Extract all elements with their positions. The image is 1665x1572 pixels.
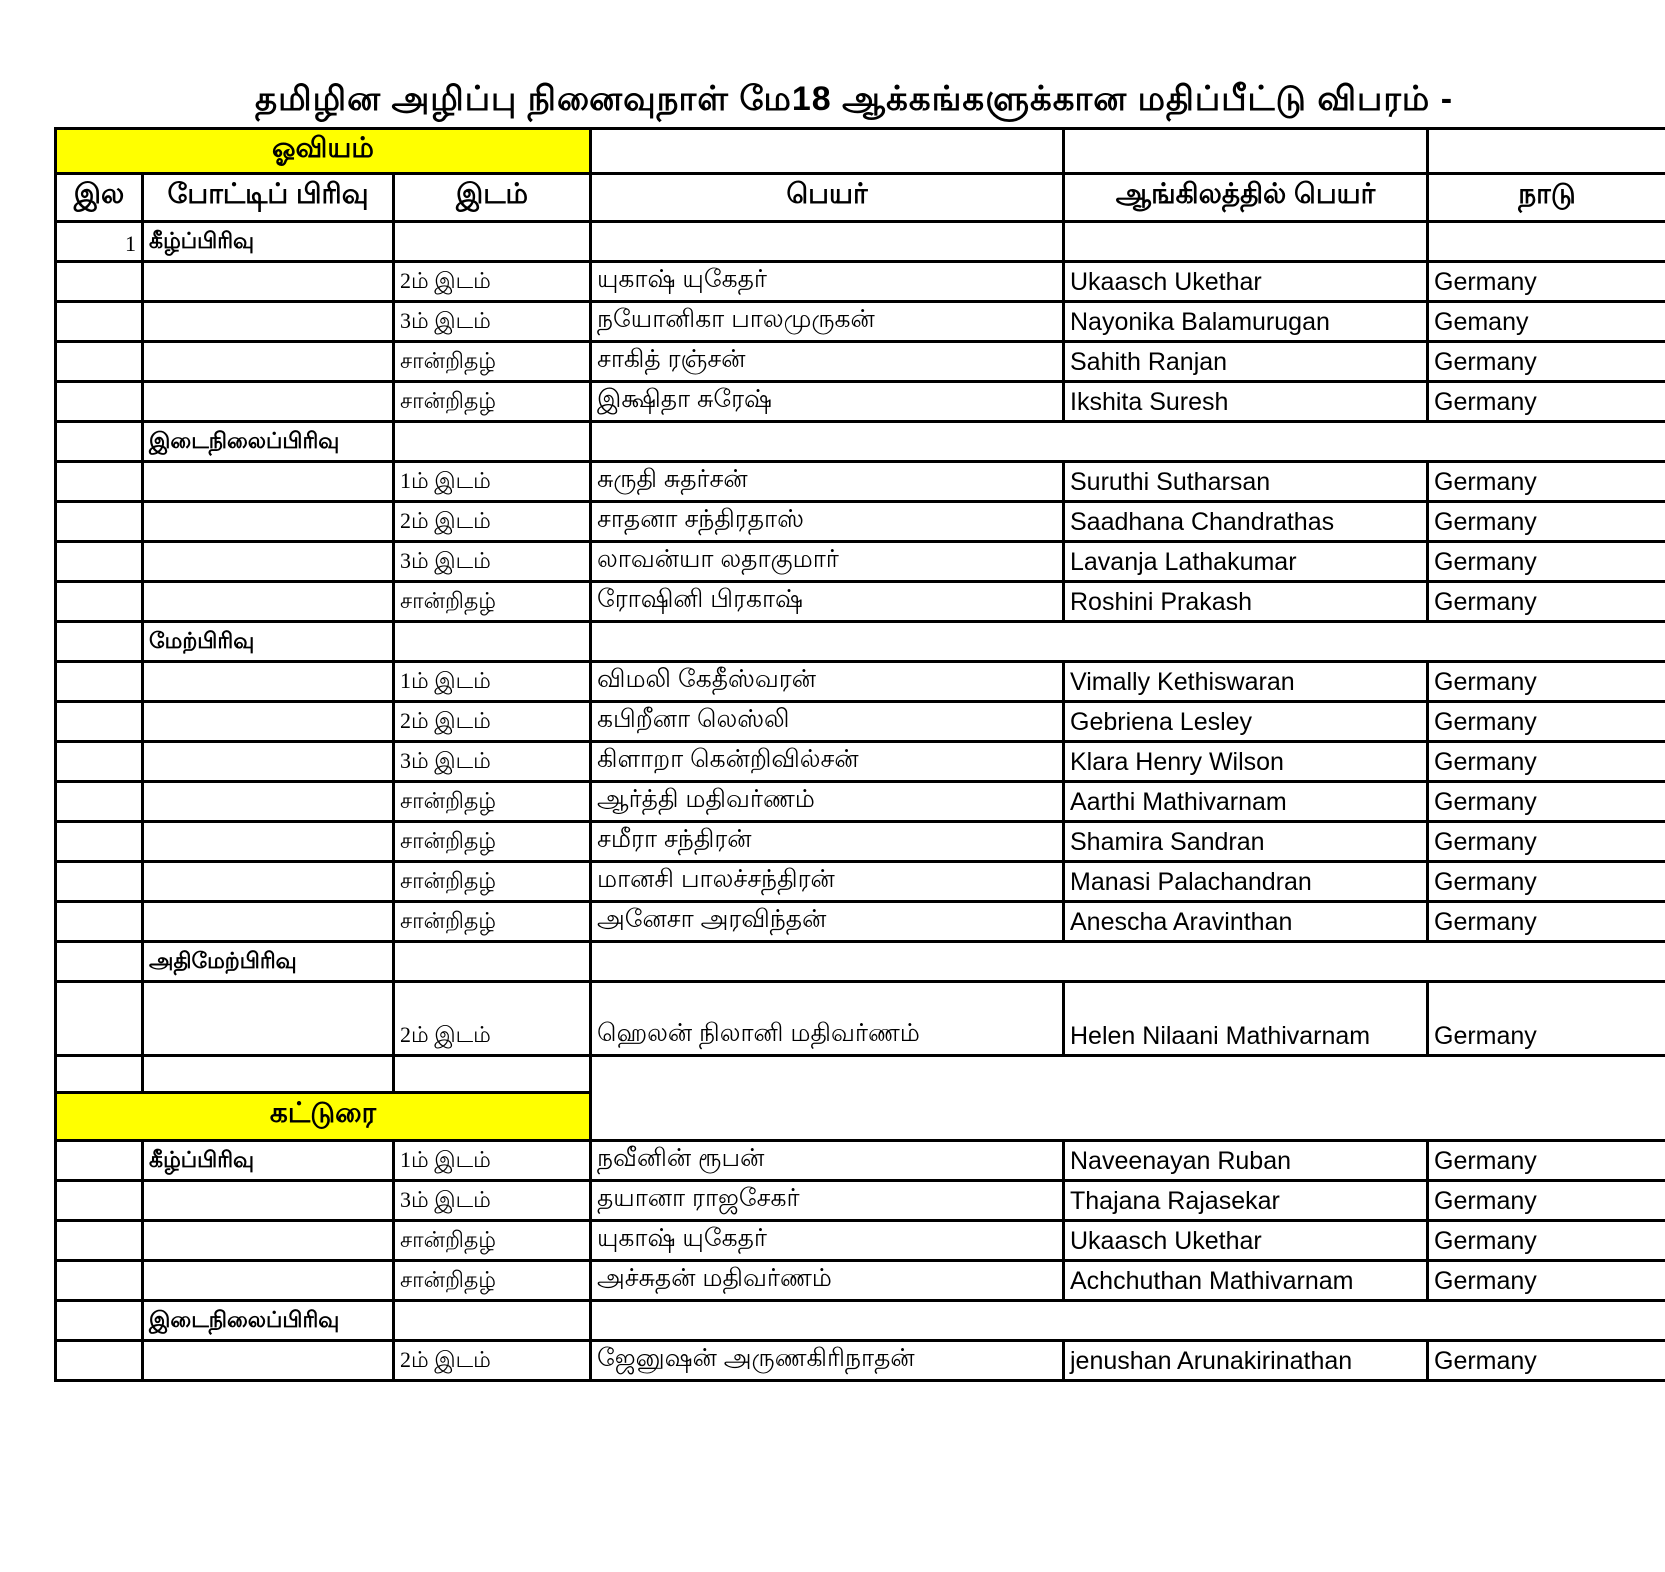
category-label: [144, 703, 395, 743]
row-number: [54, 583, 144, 623]
category-label: [144, 663, 395, 703]
row-number: [54, 903, 144, 943]
place-cell: 3ம் இடம்: [395, 1182, 592, 1222]
category-label: [144, 303, 395, 343]
empty-cell: [592, 943, 1665, 983]
tamil-name-cell: தயானா ராஜசேகர்: [592, 1182, 1065, 1222]
category-label: [144, 1342, 395, 1382]
category-label: [144, 783, 395, 823]
table-row: [54, 823, 1665, 863]
row-number: [54, 1262, 144, 1302]
tamil-name-cell: நவீனின் ரூபன்: [592, 1142, 1065, 1182]
place-cell: 1ம் இடம்: [395, 1142, 592, 1182]
country-cell: Germany: [1429, 343, 1665, 383]
column-header-name: பெயர்: [592, 175, 1065, 223]
table-row: [54, 863, 1665, 903]
empty-cell: [592, 1094, 1665, 1142]
row-number: [54, 983, 144, 1057]
row-number: [54, 383, 144, 423]
table-row: [54, 223, 1665, 263]
table-row: [54, 983, 1665, 1057]
place-cell: சான்றிதழ்: [395, 343, 592, 383]
place-cell: சான்றிதழ்: [395, 783, 592, 823]
category-label: [144, 1262, 395, 1302]
column-header-country: நாடு: [1429, 175, 1665, 223]
table-row: [54, 743, 1665, 783]
category-label: [144, 1182, 395, 1222]
country-cell: Germany: [1429, 703, 1665, 743]
table-row: [54, 1342, 1665, 1382]
place-cell: 3ம் இடம்: [395, 743, 592, 783]
country-cell: Germany: [1429, 1182, 1665, 1222]
category-label: [144, 1222, 395, 1262]
place-cell: 2ம் இடம்: [395, 1342, 592, 1382]
column-header-row: [54, 175, 1665, 223]
empty-cell: [592, 1057, 1665, 1094]
empty-cell: [592, 1302, 1665, 1342]
country-cell: Gemany: [1429, 303, 1665, 343]
category-row: [54, 1302, 1665, 1342]
category-label: [144, 1057, 395, 1094]
tamil-name-cell: சாதனா சந்திரதாஸ்: [592, 503, 1065, 543]
tamil-name-cell: [592, 223, 1065, 263]
row-number: [54, 743, 144, 783]
table-row: [54, 583, 1665, 623]
english-name-cell: Roshini Prakash: [1065, 583, 1429, 623]
empty-cell: [1065, 127, 1429, 175]
row-number: [54, 663, 144, 703]
place-cell: 1ம் இடம்: [395, 663, 592, 703]
place-cell: 1ம் இடம்: [395, 463, 592, 503]
english-name-cell: Naveenayan Ruban: [1065, 1142, 1429, 1182]
row-number: 1: [54, 223, 144, 263]
category-label: [144, 343, 395, 383]
country-cell: Germany: [1429, 743, 1665, 783]
place-cell: [395, 943, 592, 983]
place-cell: [395, 623, 592, 663]
row-number: [54, 463, 144, 503]
section-header-row: [54, 1094, 1665, 1142]
category-label: கீழ்ப்பிரிவு: [144, 1142, 395, 1182]
english-name-cell: Saadhana Chandrathas: [1065, 503, 1429, 543]
country-cell: Germany: [1429, 983, 1665, 1057]
table-row: [54, 1262, 1665, 1302]
category-label: [144, 863, 395, 903]
place-cell: சான்றிதழ்: [395, 383, 592, 423]
english-name-cell: Suruthi Sutharsan: [1065, 463, 1429, 503]
tamil-name-cell: அச்சுதன் மதிவர்ணம்: [592, 1262, 1065, 1302]
tamil-name-cell: நயோனிகா பாலமுருகன்: [592, 303, 1065, 343]
table-row: [54, 1182, 1665, 1222]
english-name-cell: Thajana Rajasekar: [1065, 1182, 1429, 1222]
english-name-cell: Helen Nilaani Mathivarnam: [1065, 983, 1429, 1057]
row-number: [54, 543, 144, 583]
english-name-cell: Nayonika Balamurugan: [1065, 303, 1429, 343]
category-label: [144, 583, 395, 623]
tamil-name-cell: ரோஷினி பிரகாஷ்: [592, 583, 1065, 623]
category-row: [54, 943, 1665, 983]
english-name-cell: Achchuthan Mathivarnam: [1065, 1262, 1429, 1302]
column-header-english: ஆங்கிலத்தில் பெயர்: [1065, 175, 1429, 223]
row-number: [54, 823, 144, 863]
table-row: [54, 1142, 1665, 1182]
table-row: [54, 503, 1665, 543]
category-label: [144, 903, 395, 943]
english-name-cell: Shamira Sandran: [1065, 823, 1429, 863]
row-number: [54, 343, 144, 383]
table-row: [54, 263, 1665, 303]
category-label: [144, 823, 395, 863]
row-number: [54, 1342, 144, 1382]
country-cell: Germany: [1429, 383, 1665, 423]
place-cell: சான்றிதழ்: [395, 823, 592, 863]
country-cell: Germany: [1429, 463, 1665, 503]
row-number: [54, 783, 144, 823]
row-number: [54, 1057, 144, 1094]
table-row: [54, 783, 1665, 823]
country-cell: Germany: [1429, 903, 1665, 943]
table-row: [54, 703, 1665, 743]
english-name-cell: Ukaasch Ukethar: [1065, 263, 1429, 303]
english-name-cell: Anescha Aravinthan: [1065, 903, 1429, 943]
country-cell: Germany: [1429, 543, 1665, 583]
place-cell: [395, 423, 592, 463]
country-cell: Germany: [1429, 263, 1665, 303]
country-cell: Germany: [1429, 1262, 1665, 1302]
tamil-name-cell: கபிறீனா லெஸ்லி: [592, 703, 1065, 743]
tamil-name-cell: இக்ஷிதா சுரேஷ்: [592, 383, 1065, 423]
row-number: [54, 1182, 144, 1222]
section-header-row: [54, 127, 1665, 175]
row-number: [54, 863, 144, 903]
english-name-cell: Klara Henry Wilson: [1065, 743, 1429, 783]
place-cell: [395, 223, 592, 263]
english-name-cell: [1065, 223, 1429, 263]
country-cell: Germany: [1429, 503, 1665, 543]
row-number: [54, 423, 144, 463]
english-name-cell: Gebriena Lesley: [1065, 703, 1429, 743]
place-cell: 2ம் இடம்: [395, 703, 592, 743]
table-row: [54, 903, 1665, 943]
tamil-name-cell: யுகாஷ் யுகேதர்: [592, 1222, 1065, 1262]
place-cell: 3ம் இடம்: [395, 543, 592, 583]
column-header-category: போட்டிப் பிரிவு: [144, 175, 395, 223]
place-cell: சான்றிதழ்: [395, 1262, 592, 1302]
english-name-cell: Vimally Kethiswaran: [1065, 663, 1429, 703]
country-cell: Germany: [1429, 1222, 1665, 1262]
place-cell: சான்றிதழ்: [395, 1222, 592, 1262]
category-label: [144, 503, 395, 543]
place-cell: [395, 1302, 592, 1342]
english-name-cell: Sahith Ranjan: [1065, 343, 1429, 383]
row-number: [54, 1302, 144, 1342]
english-name-cell: Aarthi Mathivarnam: [1065, 783, 1429, 823]
country-cell: Germany: [1429, 583, 1665, 623]
tamil-name-cell: ஹெலன் நிலானி மதிவர்ணம்: [592, 983, 1065, 1057]
tamil-name-cell: ஆர்த்தி மதிவர்ணம்: [592, 783, 1065, 823]
tamil-name-cell: அனேசா அரவிந்தன்: [592, 903, 1065, 943]
section-title: ஓவியம்: [54, 127, 592, 175]
table-row: [54, 343, 1665, 383]
empty-cell: [592, 623, 1665, 663]
empty-cell: [1429, 127, 1665, 175]
tamil-name-cell: விமலி கேதீஸ்வரன்: [592, 663, 1065, 703]
country-cell: Germany: [1429, 783, 1665, 823]
place-cell: 2ம் இடம்: [395, 263, 592, 303]
english-name-cell: Ikshita Suresh: [1065, 383, 1429, 423]
tamil-name-cell: கிளாறா கென்றிவில்சன்: [592, 743, 1065, 783]
table-row: [54, 543, 1665, 583]
table-row: [54, 383, 1665, 423]
category-label: மேற்பிரிவு: [144, 623, 395, 663]
column-header-place: இடம்: [395, 175, 592, 223]
english-name-cell: Manasi Palachandran: [1065, 863, 1429, 903]
english-name-cell: Ukaasch Ukethar: [1065, 1222, 1429, 1262]
category-label: [144, 983, 395, 1057]
place-cell: 2ம் இடம்: [395, 983, 592, 1057]
country-cell: Germany: [1429, 863, 1665, 903]
place-cell: சான்றிதழ்: [395, 863, 592, 903]
country-cell: Germany: [1429, 663, 1665, 703]
country-cell: Germany: [1429, 1342, 1665, 1382]
row-number: [54, 1142, 144, 1182]
place-cell: 2ம் இடம்: [395, 503, 592, 543]
document-title: தமிழின அழிப்பு நினைவுநாள் மே18 ஆக்கங்களுக்கான மதிப்பீட்டு விபரம் -: [255, 80, 1454, 118]
category-label: [144, 743, 395, 783]
tamil-name-cell: சமீரா சந்திரன்: [592, 823, 1065, 863]
tamil-name-cell: ஜேனுஷன் அருணகிரிநாதன்: [592, 1342, 1065, 1382]
category-label: அதிமேற்பிரிவு: [144, 943, 395, 983]
row-number: [54, 503, 144, 543]
tamil-name-cell: யுகாஷ் யுகேதர்: [592, 263, 1065, 303]
row-number: [54, 623, 144, 663]
tamil-name-cell: லாவன்யா லதாகுமார்: [592, 543, 1065, 583]
column-header-no: இல: [54, 175, 144, 223]
results-table: [54, 127, 1665, 1382]
section-title: கட்டுரை: [54, 1094, 592, 1142]
country-cell: Germany: [1429, 823, 1665, 863]
place-cell: 3ம் இடம்: [395, 303, 592, 343]
category-label: இடைநிலைப்பிரிவு: [144, 423, 395, 463]
category-row: [54, 623, 1665, 663]
row-number: [54, 703, 144, 743]
place-cell: சான்றிதழ்: [395, 903, 592, 943]
table-row: [54, 463, 1665, 503]
row-number: [54, 303, 144, 343]
country-cell: Germany: [1429, 1142, 1665, 1182]
tamil-name-cell: சுருதி சுதர்சன்: [592, 463, 1065, 503]
category-label: [144, 543, 395, 583]
row-number: [54, 943, 144, 983]
place-cell: சான்றிதழ்: [395, 583, 592, 623]
row-number: [54, 1222, 144, 1262]
country-cell: [1429, 223, 1665, 263]
english-name-cell: Lavanja Lathakumar: [1065, 543, 1429, 583]
blank-row: [54, 1057, 1665, 1094]
table-row: [54, 663, 1665, 703]
place-cell: [395, 1057, 592, 1094]
category-row: [54, 423, 1665, 463]
category-label: இடைநிலைப்பிரிவு: [144, 1302, 395, 1342]
tamil-name-cell: மானசி பாலச்சந்திரன்: [592, 863, 1065, 903]
english-name-cell: jenushan Arunakirinathan: [1065, 1342, 1429, 1382]
tamil-name-cell: சாகித் ரஞ்சன்: [592, 343, 1065, 383]
category-label: [144, 263, 395, 303]
category-label: கீழ்ப்பிரிவு: [144, 223, 395, 263]
table-row: [54, 1222, 1665, 1262]
table-row: [54, 303, 1665, 343]
category-label: [144, 383, 395, 423]
category-label: [144, 463, 395, 503]
empty-cell: [592, 423, 1665, 463]
row-number: [54, 263, 144, 303]
empty-cell: [592, 127, 1065, 175]
